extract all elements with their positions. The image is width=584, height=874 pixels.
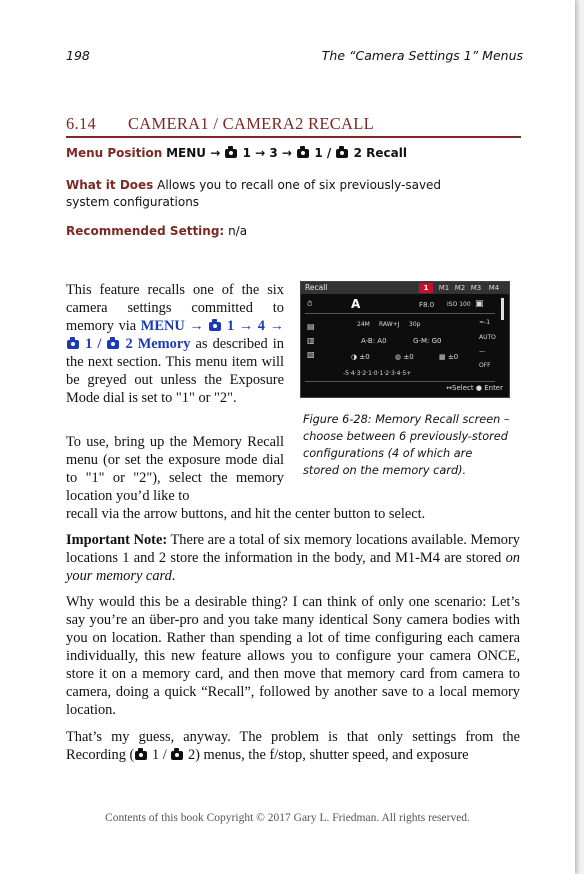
menu-path-part: 1 /	[80, 336, 107, 352]
exposure-mode: A	[351, 297, 361, 311]
wb-ab: A-B: A0	[361, 337, 387, 345]
right-label-1: ≈-1	[479, 319, 491, 326]
menu-path-part: 1 /	[310, 146, 336, 160]
text-run: 2) menus, the f/stop, shutter speed, and exposure	[184, 747, 469, 763]
camera-icon	[135, 751, 147, 760]
ev-scale: -5·4·3·2·1·0·1·2·3·4·5+	[343, 370, 412, 377]
recommended-setting	[66, 224, 247, 238]
important-note-label: Important Note:	[66, 532, 168, 548]
screen-footer: ↔Select ● Enter	[446, 384, 503, 392]
emphasis: on your memory card	[66, 550, 520, 584]
paragraph-important-note	[66, 531, 520, 585]
tab-1: 1	[419, 283, 433, 293]
running-header	[66, 48, 523, 63]
what-it-does-text: Allows you to recall one of six previously-saved system configurations	[66, 178, 442, 209]
menu-path-part: MENU →	[166, 146, 225, 160]
scrollbar	[501, 298, 504, 320]
camera-icon	[297, 149, 309, 158]
text-run: .	[171, 568, 176, 584]
metering-icon: ▣	[475, 299, 484, 309]
self-timer-icon: ⏱	[307, 300, 313, 308]
divider	[305, 313, 495, 314]
recommended-label: Recommended Setting:	[66, 224, 225, 238]
quality: RAW+J	[379, 321, 400, 328]
sharpness-value: ▦ ±0	[439, 353, 459, 361]
what-it-does-label: What it Does	[66, 178, 154, 192]
image-size: 24M	[357, 321, 370, 328]
flash-icon: ▧	[307, 350, 315, 359]
picture-icon: ▥	[307, 336, 315, 345]
menu-path-part: MENU →	[140, 318, 209, 334]
what-it-does	[66, 177, 486, 211]
copyright-footer: Contents of this book Copyright © 2017 Gary L. Friedman. All rights reserved.	[105, 812, 470, 824]
frame-rate: 30p	[409, 321, 421, 328]
text-run: That’s my guess, anyway. The problem is that only settings from the Recording (	[66, 729, 520, 763]
dro-icon: ▤	[307, 322, 315, 331]
menu-path-part: 2 Memory	[120, 336, 191, 352]
aperture-value: F8.0	[419, 301, 435, 309]
menu-path-part: 2 Recall	[349, 146, 407, 160]
tab-m3: M3	[470, 284, 482, 292]
paragraph-to-use: To use, bring up the Memory Recall menu (or set the exposure mode dial to "1" or "2"), select the memory location you’d like to	[66, 434, 284, 504]
right-label-3: —	[479, 348, 485, 355]
memory-recall-screenshot	[300, 281, 510, 398]
section-number: 6.14	[66, 114, 97, 133]
menu-position-value	[166, 146, 407, 160]
camera-icon	[67, 340, 79, 349]
chapter-title: The “Camera Settings 1” Menus	[321, 48, 523, 63]
camera-icon	[336, 149, 348, 158]
recommended-value: n/a	[228, 224, 248, 238]
contrast-text: ±0	[359, 353, 370, 361]
camera-icon	[107, 340, 119, 349]
right-label-2: AUTO	[479, 334, 496, 341]
divider	[305, 381, 495, 382]
paragraph-intro	[66, 281, 284, 407]
wb-gm: G-M: G0	[413, 337, 442, 345]
screen-title: Recall	[305, 283, 328, 292]
section-heading	[66, 114, 521, 138]
tab-m2: M2	[454, 284, 466, 292]
contrast-value: ◑ ±0	[351, 353, 370, 361]
figure-caption: Figure 6-28: Memory Recall screen – choose between 6 previously-stored configurations (4 of which are stored on the memory card).	[303, 413, 510, 477]
text-run: as described in the next section. This menu item will be greyed out unless the Exposure Mode dial is set to "1" or "2".	[66, 336, 284, 406]
menu-position-label: Menu Position	[66, 146, 163, 160]
menu-path-part: 1 → 4 →	[222, 318, 285, 334]
camera-icon	[225, 149, 237, 158]
iso-value: ISO 100	[447, 301, 471, 308]
paragraph-scenario: Why would this be a desirable thing? I can think of only one scenario: Let’s say you’re an über-pro and you take many identical Sony camera bodies with you on location. Rather than spending a lot of time configuring each camera individually, this new feature allows you to configure your camera ONCE, store it on a memory card, and then move that memory card from camera to camera, doing a quick “Recall”, followed by another save to a local memory location.	[66, 594, 520, 718]
camera-icon	[209, 322, 221, 331]
saturation-value: ◍ ±0	[395, 353, 414, 361]
tab-m1: M1	[438, 284, 450, 292]
sharpness-text: ±0	[447, 353, 459, 361]
section-title: CAMERA1 / CAMERA2 RECALL	[128, 114, 375, 133]
text-run: There are a total of six memory locations available. Memory locations 1 and 2 store the information in the body, and M1-M4 are stored	[66, 532, 520, 566]
page-number: 198	[66, 48, 90, 63]
text-run: This feature recalls one of the six camera settings committed to memory via	[66, 282, 284, 334]
menu-path-part: 1 → 3 →	[238, 146, 297, 160]
tab-m4: M4	[488, 284, 500, 292]
paragraph-guess	[66, 728, 520, 764]
right-label-4: OFF	[479, 362, 491, 369]
menu-position	[66, 146, 407, 160]
camera-icon	[171, 751, 183, 760]
text-run: 1 /	[148, 747, 171, 763]
saturation-text: ±0	[403, 353, 414, 361]
paragraph-to-use-end: recall via the arrow buttons, and hit the center button to select.	[66, 506, 426, 522]
